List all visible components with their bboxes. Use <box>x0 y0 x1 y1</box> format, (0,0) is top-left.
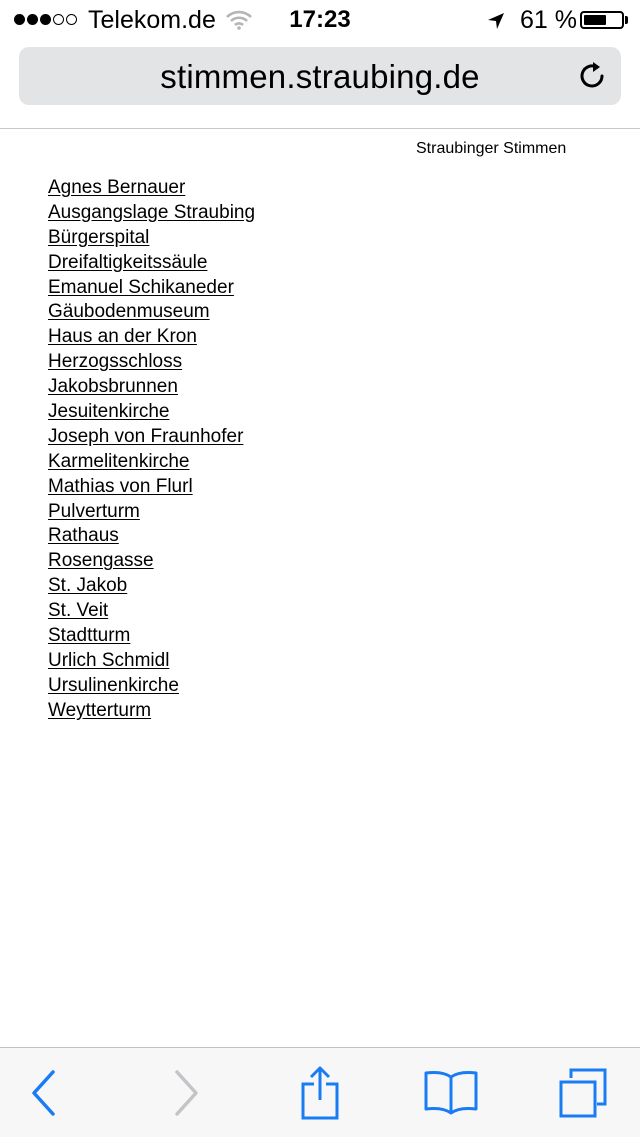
list-item <box>48 549 255 574</box>
site-link[interactable]: Agnes Bernauer <box>48 177 186 198</box>
site-link[interactable]: Haus an der Kron <box>48 326 197 348</box>
list-item <box>48 201 255 226</box>
site-link[interactable]: Ausgangslage Straubing <box>48 201 256 223</box>
list-item <box>48 524 255 549</box>
list-item <box>48 276 255 301</box>
list-item <box>48 674 255 699</box>
list-item <box>48 350 255 375</box>
list-item <box>48 649 255 674</box>
bookmarks-icon <box>424 1069 478 1117</box>
back-button[interactable] <box>17 1066 71 1120</box>
link-list <box>48 176 255 724</box>
site-link[interactable]: Gäubodenmuseum <box>48 301 210 323</box>
site-link[interactable]: Rathaus <box>48 525 119 547</box>
site-link[interactable]: St. Jakob <box>48 575 128 597</box>
reload-icon[interactable] <box>575 59 609 93</box>
list-item <box>48 325 255 350</box>
address-bar[interactable] <box>19 47 621 105</box>
list-item <box>48 475 255 500</box>
carrier-name: Telekom.de <box>88 6 216 34</box>
site-link[interactable]: Herzogsschloss <box>48 351 183 373</box>
list-item <box>48 176 255 201</box>
top-divider <box>0 128 640 129</box>
back-icon <box>29 1070 59 1116</box>
site-link[interactable]: Mathias von Flurl <box>48 475 193 497</box>
list-item <box>48 574 255 599</box>
list-item <box>48 251 255 276</box>
forward-button[interactable] <box>159 1066 213 1120</box>
share-button[interactable] <box>293 1066 347 1120</box>
site-link[interactable]: Jakobsbrunnen <box>48 376 178 398</box>
site-link[interactable]: Pulverturm <box>48 500 140 522</box>
list-item <box>48 699 255 724</box>
clock: 17:23 <box>289 6 351 33</box>
bookmarks-button[interactable] <box>424 1066 478 1120</box>
site-link[interactable]: St. Veit <box>48 600 109 622</box>
status-bar <box>0 0 640 40</box>
site-link[interactable]: Joseph von Fraunhofer <box>48 425 244 447</box>
site-link[interactable]: Rosengasse <box>48 550 154 572</box>
site-link[interactable]: Stadtturm <box>48 625 131 647</box>
list-item <box>48 400 255 425</box>
site-link[interactable]: Karmelitenkirche <box>48 450 190 472</box>
list-item <box>48 375 255 400</box>
battery-tip <box>625 16 628 24</box>
site-link[interactable]: Urlich Schmidl <box>48 649 170 671</box>
site-link[interactable]: Emanuel Schikaneder <box>48 276 234 298</box>
site-link[interactable]: Jesuitenkirche <box>48 401 170 423</box>
list-item <box>48 599 255 624</box>
list-item <box>48 500 255 525</box>
site-link[interactable]: Dreifaltigkeitssäule <box>48 251 208 273</box>
list-item <box>48 300 255 325</box>
site-link[interactable]: Weytterturm <box>48 699 152 721</box>
location-arrow-icon <box>486 10 506 38</box>
site-link[interactable]: Bürgerspital <box>48 226 150 248</box>
tabs-button[interactable] <box>555 1066 609 1120</box>
list-item <box>48 624 255 649</box>
site-title: Straubinger Stimmen <box>416 140 567 157</box>
list-item <box>48 226 255 251</box>
list-item <box>48 450 255 475</box>
list-item <box>48 425 255 450</box>
site-link[interactable]: Ursulinenkirche <box>48 674 179 696</box>
tabs-icon <box>557 1068 607 1118</box>
battery-percentage: 61 % <box>520 6 577 34</box>
url-text[interactable]: stimmen.straubing.de <box>160 58 480 95</box>
forward-icon <box>171 1070 201 1116</box>
bottom-toolbar <box>0 1047 640 1137</box>
battery-icon <box>580 11 624 29</box>
share-icon <box>300 1066 340 1120</box>
